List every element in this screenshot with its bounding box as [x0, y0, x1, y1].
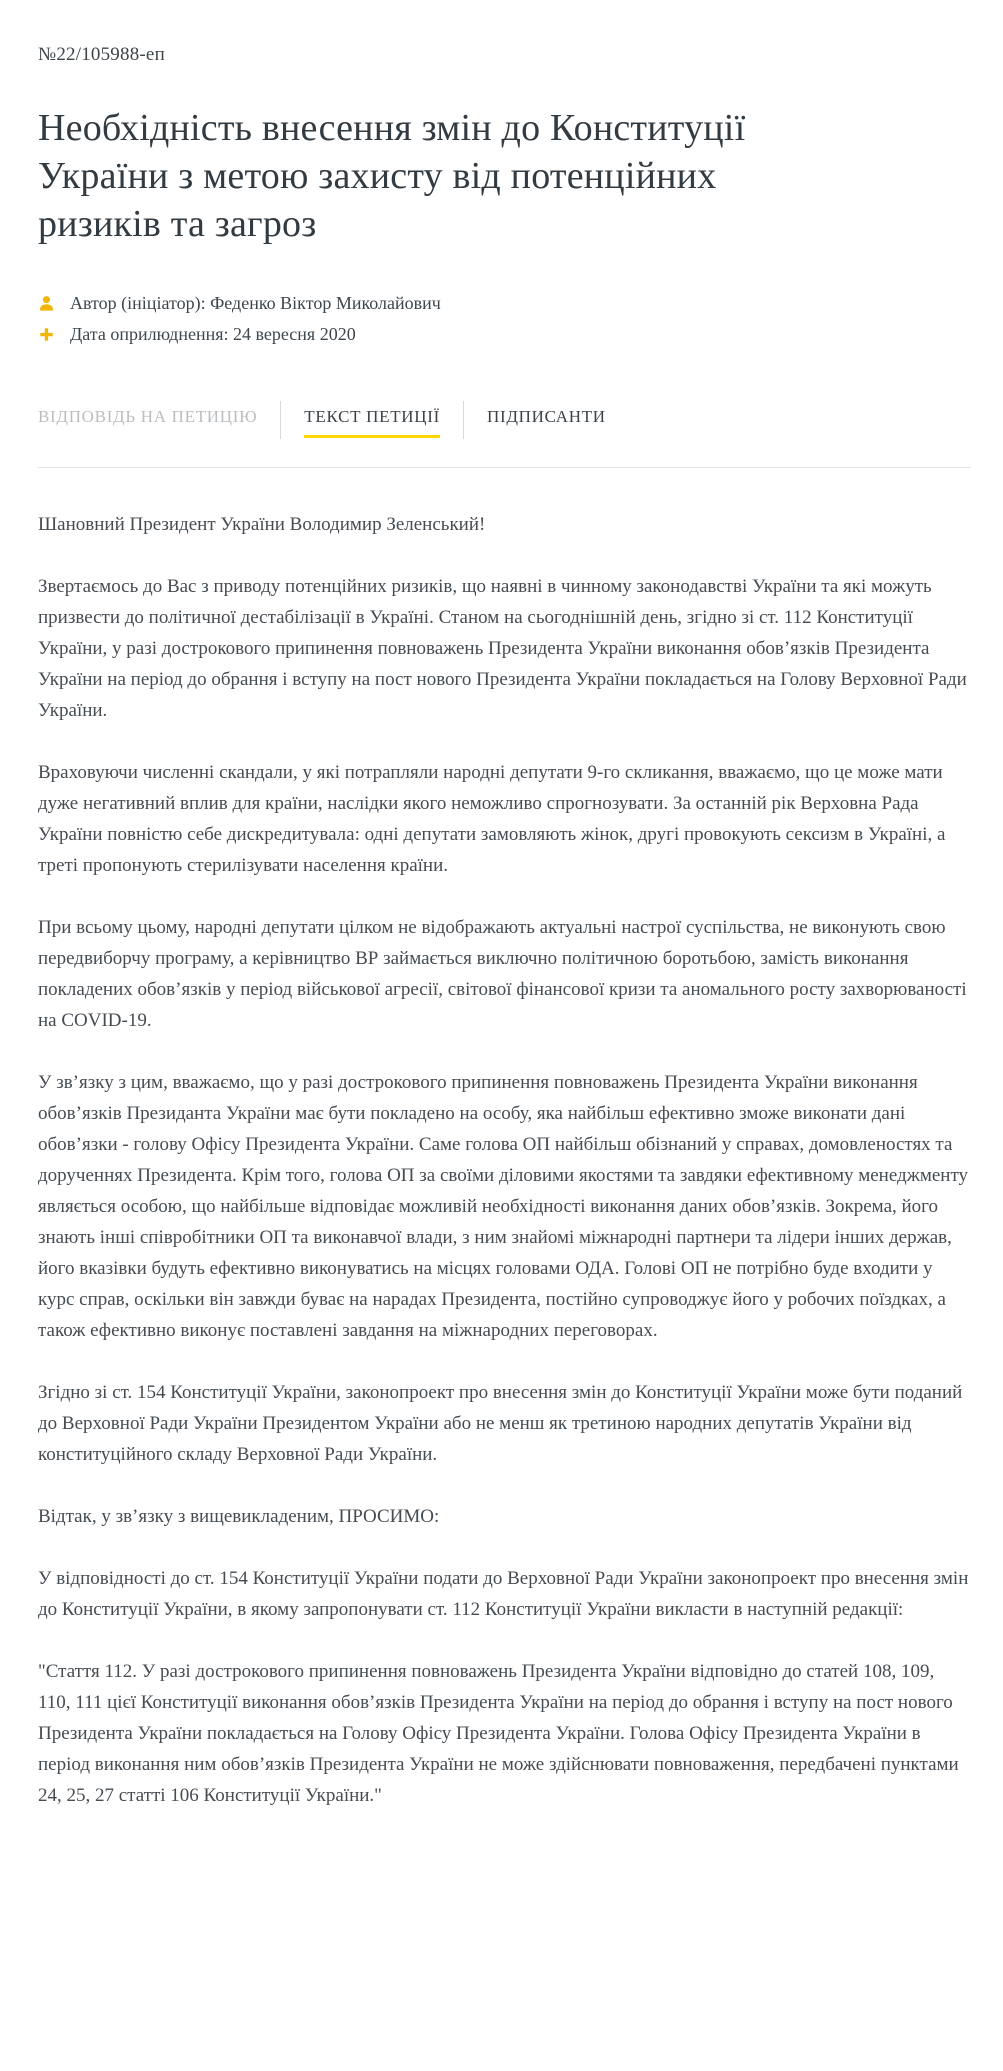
tab-petition-text[interactable]: ТЕКСТ ПЕТИЦІЇ	[304, 407, 440, 438]
petition-meta	[38, 292, 971, 345]
petition-paragraph: У зв’язку з цим, вважаємо, що у разі дострокового припинення повноважень Президента України виконання обов’язків Президанта України має бути покладено на особу, яка найбільш ефективно зможе виконати дані обов’язки - голову Офісу Президента України. Саме голова ОП найбільш обізнаний у справах, домовленостях та дорученнях Президента. Крім того, голова ОП за своїми діловими якостями та завдяки ефективному менеджменту являється особою, що найбільше відповідає можливій необхідності виконання даних обов’язків. Зокрема, його знають інші співробітники ОП та виконавчої влади, з ним знайомі міжнародні партнери та лідери інших держав, його вказівки будуть ефективно виконуватись на місцях головами ОДА. Голові ОП не потрібно буде входити у курс справ, оскільки він завжди буває на нарадах Президента, постійно супроводжує його у робочих поїздках, а також ефективно виконує поставлені завдання на міжнародних переговорах.	[38, 1072, 969, 1341]
publish-date-label: Дата оприлюднення: 24 вересня 2020	[70, 324, 356, 344]
tab-divider	[280, 401, 281, 439]
petition-paragraph: При всьому цьому, народні депутати цілком не відображають актуальні настрої суспільства, не виконують свою передвиборчу програму, а керівництво ВР займається виключно політичною боротьбою, замість виконання покладених обов’язків у період військової агресії, світової фінансової кризи та аномального росту захворюваності на COVID-19.	[38, 917, 967, 1031]
petition-paragraph: У відповідності до ст. 154 Конституції України подати до Верховної Ради України законопроект про внесення змін до Конституції України, в якому запропонувати ст. 112 Конституції України викласти в наступній редакції:	[38, 1568, 969, 1620]
petition-paragraph: Шановний Президент України Володимир Зеленський!	[38, 514, 486, 535]
author-row	[38, 292, 971, 314]
author-label: Автор (ініціатор): Феденко Віктор Миколайович	[70, 293, 441, 313]
petition-number: №22/105988-еп	[38, 44, 165, 65]
petition-paragraph: Відтак, у зв’язку з вищевикладеним, ПРОСИМО:	[38, 1506, 440, 1527]
petition-paragraph: Згідно зі ст. 154 Конституції України, законопроект про внесення змін до Конституції України може бути поданий до Верховної Ради України Президентом України або не менш як третиною народних депутатів України від конституційного складу Верховної Ради України.	[38, 1382, 963, 1465]
petition-text-body	[38, 468, 971, 1811]
plus-icon	[38, 327, 55, 342]
petition-paragraph: Враховуючи численні скандали, у які потрапляли народні депутати 9-го скликання, вважаємо, що це може мати дуже негативний вплив для країни, наслідки якого неможливо спрогнозувати. За останній рік Верховна Рада України повністю себе дискредитувала: одні депутати замовляють жінок, другі провокують сексизм в Україні, а треті пропонують стерилізувати населення країни.	[38, 762, 946, 876]
tab-petition-answer[interactable]: ВІДПОВІДЬ НА ПЕТИЦІЮ	[38, 407, 258, 426]
tab-signatories[interactable]: ПІДПИСАНТИ	[486, 407, 606, 426]
tab-divider	[463, 401, 464, 439]
petition-paragraph: Звертаємось до Вас з приводу потенційних ризиків, що наявні в чинному законодавстві України та які можуть призвести до політичної дестабілізації в Україні. Станом на сьогоднішній день, згідно зі ст. 112 Конституції України, у разі дострокового припинення повноважень Президента України виконання обов’язків Президента України на період до обрання і вступу на пост нового Президента України покладається на Голову Верховної Ради України.	[38, 576, 967, 721]
page-title: Необхідність внесення змін до Конституції України з метою захисту від потенційних ризиків та загроз	[38, 107, 746, 245]
petition-tabs	[38, 407, 971, 439]
person-icon	[38, 295, 55, 312]
publish-date-row	[38, 323, 971, 345]
petition-paragraph: "Стаття 112. У разі дострокового припинення повноважень Президента України відповідно до статей 108, 109, 110, 111 цієї Конституції виконання обов’язків Президента України на період до обрання і вступу на пост нового Президента України покладається на Голову Офісу Президента України. Голова Офісу Президента України в період виконання ним обов’язків Президента України не може здійснювати повноваження, передбачені пунктами 24, 25, 27 статті 106 Конституції України."	[38, 1661, 959, 1806]
